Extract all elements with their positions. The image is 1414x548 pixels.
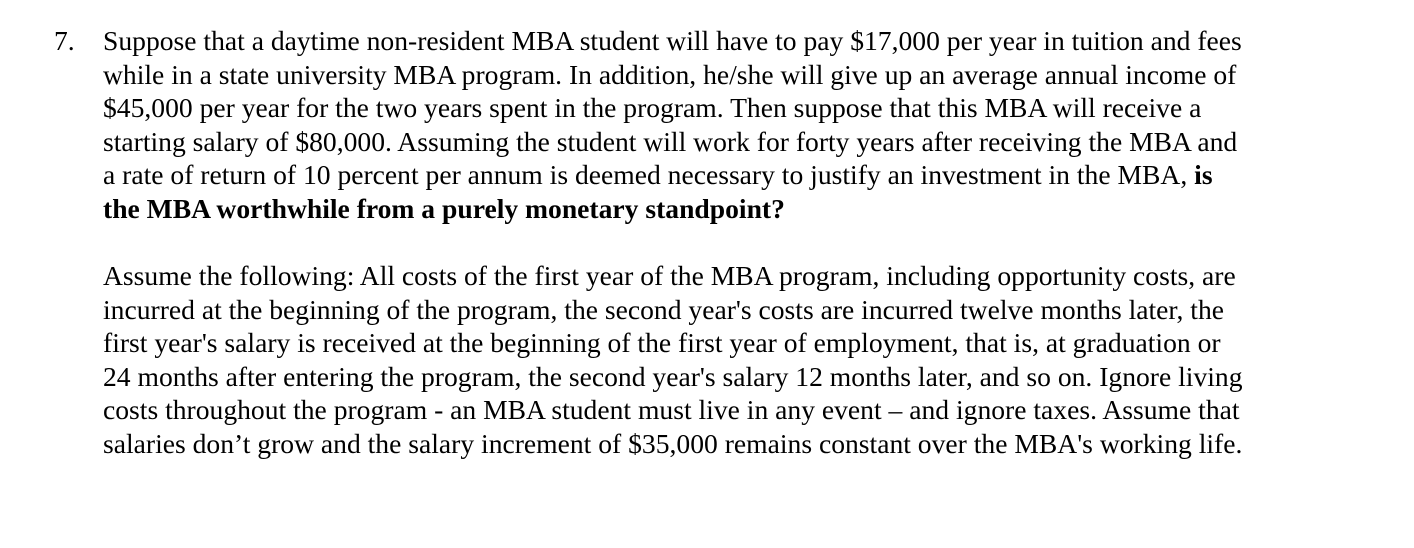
question-emphasis: the MBA worthwhile from a purely monetary standpoint? — [103, 192, 785, 224]
assumption-line: incurred at the beginning of the program, the second year's costs are incurred twelve months later, the — [103, 293, 1225, 325]
question-line: while in a state university MBA program. In addition, he/she will give up an average annual income of — [103, 58, 1237, 90]
assumption-line: 24 months after entering the program, the second year's salary 12 months later, and so on. Ignore living — [103, 360, 1243, 392]
question-line: Suppose that a daytime non-resident MBA student will have to pay $17,000 per year in tuition and fees — [103, 25, 1242, 56]
question-line: $45,000 per year for the two years spent in the program. Then suppose that this MBA will receive a — [103, 92, 1202, 124]
question-line-mixed — [103, 158, 1242, 192]
assumptions-paragraph — [103, 259, 1243, 461]
question-emphasis-start: is — [1194, 159, 1213, 191]
problem-number: 7. — [54, 25, 75, 56]
question-paragraph — [103, 24, 1242, 226]
question-line-regular: a rate of return of 10 percent per annum is deemed necessary to justify an investment in the MBA, — [103, 159, 1195, 191]
assumption-line: salaries don’t grow and the salary increment of $35,000 remains constant over the MBA's working life. — [103, 427, 1243, 459]
assumption-line: first year's salary is received at the beginning of the first year of employment, that is, at graduation or — [103, 327, 1221, 359]
assumption-line: costs throughout the program - an MBA student must live in any event – and ignore taxes. Assume that — [103, 394, 1240, 426]
question-line: starting salary of $80,000. Assuming the student will work for forty years after receiving the MBA and — [103, 125, 1238, 157]
assumption-line: Assume the following: All costs of the first year of the MBA program, including opportunity costs, are — [103, 260, 1236, 291]
